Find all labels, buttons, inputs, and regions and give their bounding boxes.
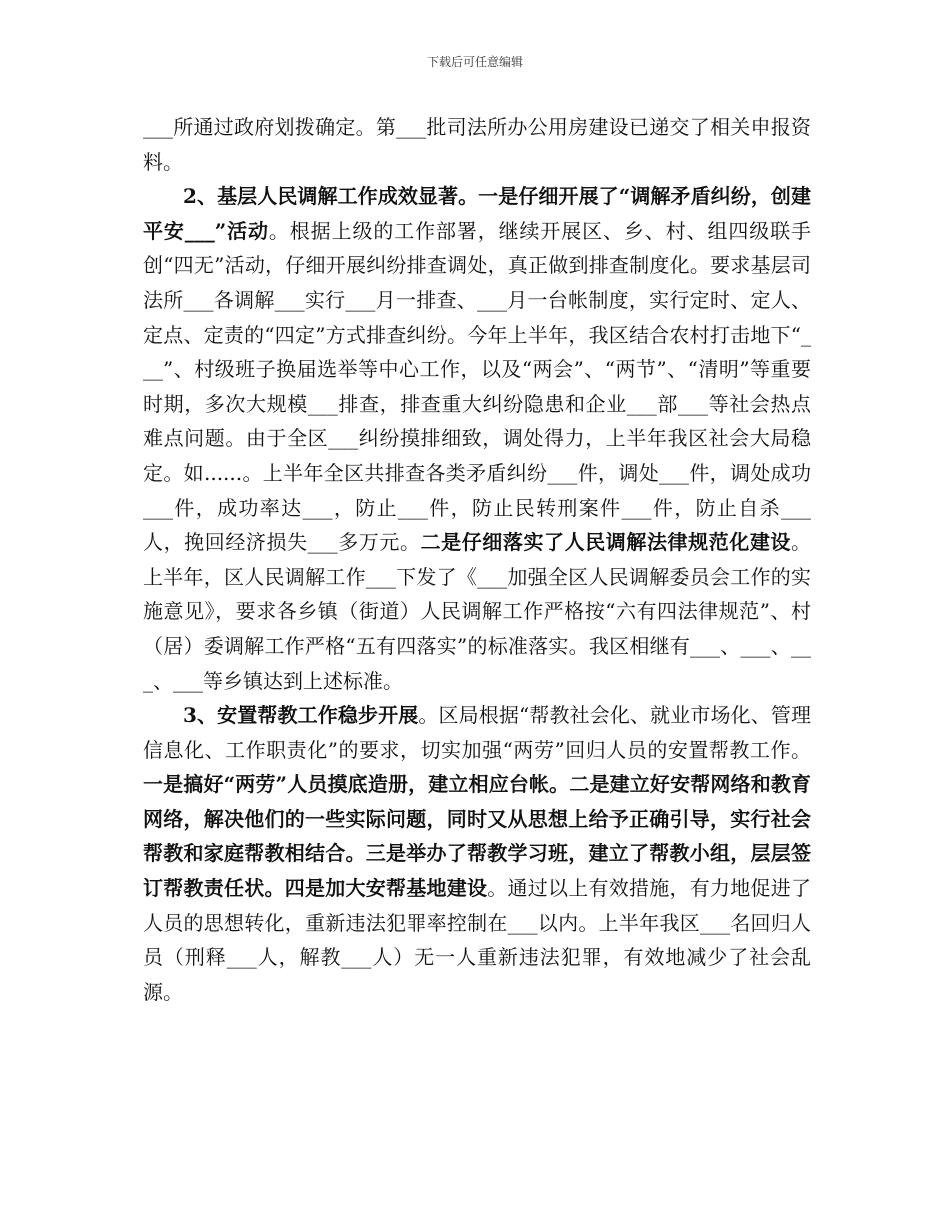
page-header: 下载后可任意编辑 <box>426 55 523 69</box>
bold-heading: 一是搞好“两劳”人员摸底造册，建立相应台帐。二是建立好安帮网络和教育网络，解决他们的一些实际问题，同时又从思想上给予正确引导，实行社会帮教和家庭帮教相结合。三是举办了帮教学习班，建立了帮教小组，层层签订帮教责任状。四是加大安帮基地建设 <box>143 772 811 901</box>
document-body <box>143 110 811 1009</box>
paragraph-text: 。区局根据“帮教社会化、就业市场化、管理信息化、工作职责化”的要求，切实加强“两劳”回归人员的安置帮教工作。 <box>143 703 811 762</box>
paragraph-mediation <box>143 179 811 698</box>
paragraph-text: 。上半年，区人民调解工作___下发了《___加强全区人民调解委员会工作的实施意见》，要求各乡镇（街道）人民调解工作严格按“六有四法律规范”、村（居）委调解工作严格“五有四落实”的标准落实。我区相继有___、___、___、___等乡镇达到上述标准。 <box>143 530 812 693</box>
paragraph-text: ___所通过政府划拨确定。第___批司法所办公用房建设已递交了相关申报资料。 <box>143 115 811 174</box>
paragraph-text: 。根据上级的工作部署，继续开展区、乡、村、组四级联手创“四无”活动，仔细开展纠纷排查调处，真正做到排查制度化。要求基层司法所___各调解___实行___月一排查、___月一台帐制度，实行定时、定人、定点、定责的“四定”方式排查纠纷。今年上半年，我区结合农村打击地下“___”、村级班子换届选举等中心工作，以及“两会”、“两节”、“清明”等重要时期，多次大规模___排查，排查重大纠纷隐患和企业___部___等社会热点难点问题。由于全区___纠纷摸排细致，调处得力，上半年我区社会大局稳定。如......。上半年全区共排查各类矛盾纠纷___件，调处___件，调处成功___件，成功率达___，防止___件，防止民转刑案件___件，防止自杀___人，挽回经济损失___多万元。 <box>143 218 811 555</box>
paragraph-continuation <box>143 110 811 179</box>
bold-heading: 3、安置帮教工作稳步开展 <box>183 703 419 728</box>
bold-heading: 2、基层人民调解工作成效显著。一是仔细开展了“调解矛盾纠纷，创建平安___”活动 <box>143 184 811 243</box>
bold-heading: 二是仔细落实了人民调解法律规范化建设 <box>420 530 792 555</box>
paragraph-resettlement <box>143 698 811 1009</box>
paragraph-text: 。通过以上有效措施，有力地促进了人员的思想转化，重新违法犯罪率控制在___以内。上半年我区___名回归人员（刑释___人，解教___人）无一人重新违法犯罪，有效地减少了社会乱源。 <box>143 876 811 1004</box>
